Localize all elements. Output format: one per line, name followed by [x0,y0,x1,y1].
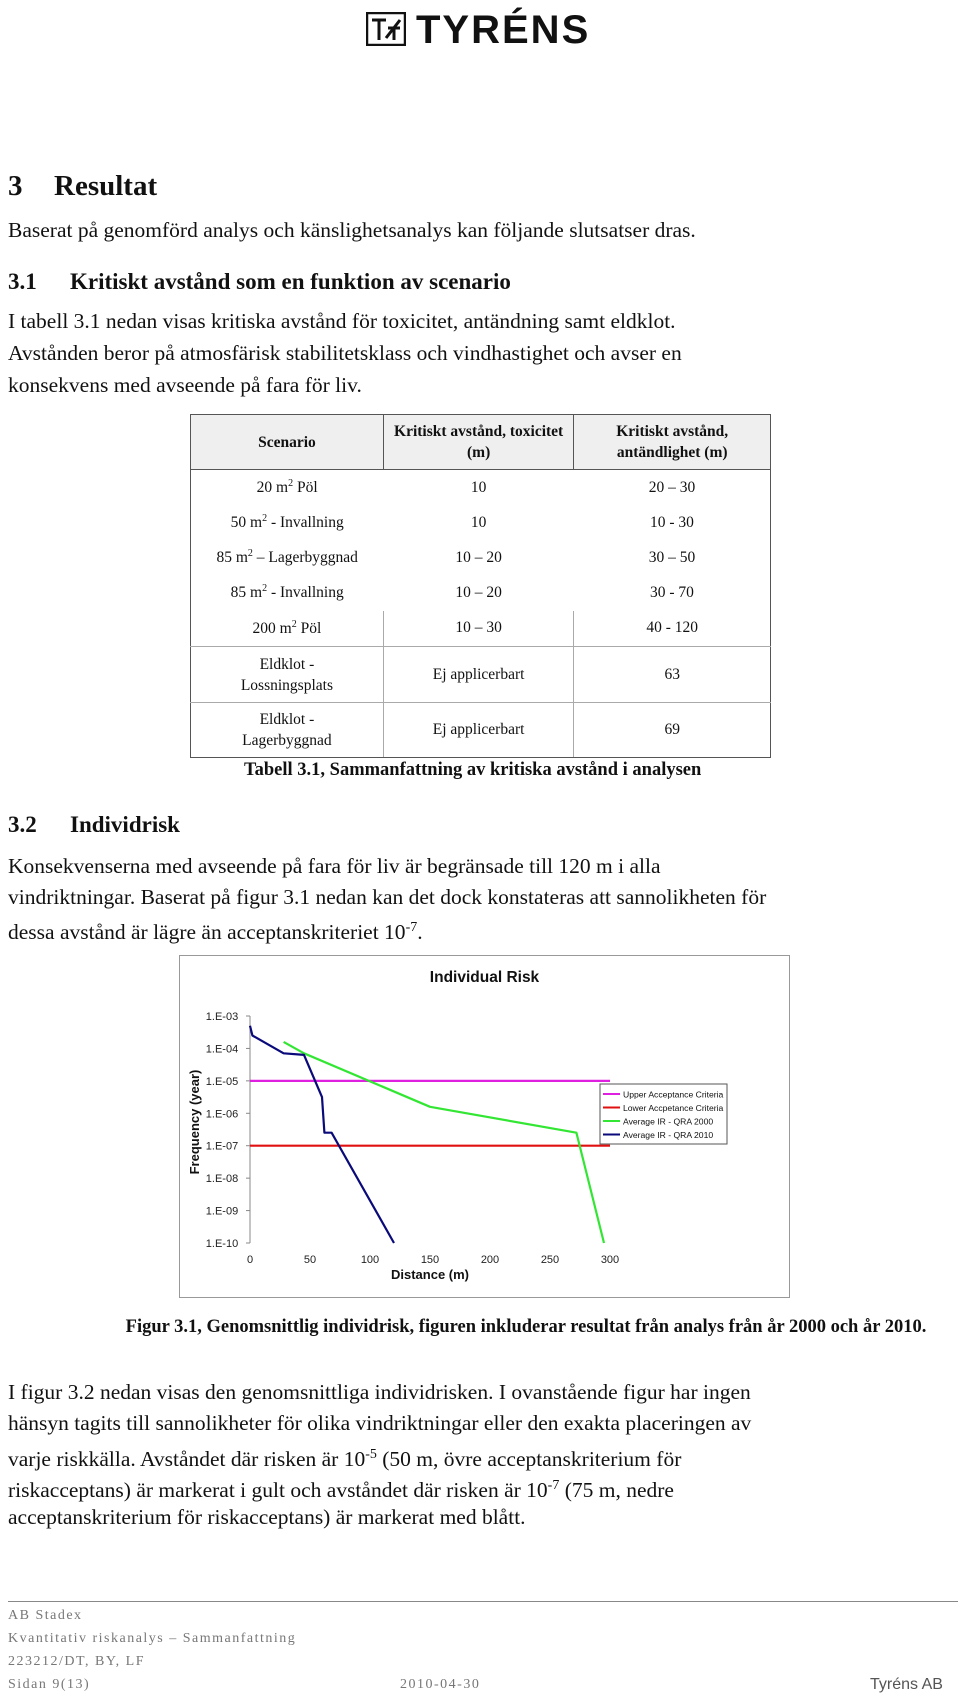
paragraph-line: Avstånden beror på atmosfärisk stabilitetsklass och vindhastighet och avser en [8,341,682,365]
individual-risk-chart [179,955,790,1298]
paragraph-line: varje riskkälla. Avståndet där risken är $10^{-5}$ (50 m, övre acceptanskriterium för [8,1447,682,1472]
table-cell-ant: 20 – 30 [574,470,771,506]
figure-caption: Figur 3.1, Genomsnittlig individrisk, figuren inkluderar resultat från analys från år 2000 och år 2010. [125,1317,927,1337]
table-caption: Tabell 3.1, Sammanfattning av kritiska avstånd i analysen [244,760,702,780]
table-cell-tox: 10 – 20 [455,584,502,601]
table-row [191,647,771,703]
legend-label: Upper Acceptance Criteria [623,1089,724,1100]
table-cell-ant: 40 - 120 [574,611,771,647]
paragraph-line: vindriktningar. Baserat på figur 3.1 nedan kan det dock konstateras att sannolikheten för [8,885,767,909]
x-tick-label: 50 [303,1254,317,1266]
table-row [191,576,771,611]
table-cell-tox: 10 [470,514,487,531]
chart-plot [180,956,789,1297]
table-cell-scenario: 85 $m^2$ - Invallning [191,576,384,611]
x-tick-label: 200 [480,1254,500,1266]
table-row [191,611,771,647]
table-cell-tox: 10 – 30 [383,611,574,647]
table-cell-tox: Ej applicerbart [383,703,574,758]
paragraph-line: riskacceptans) är markerat i gult och avståndet där risken är $10^{-7}$ (75 m, nedre [8,1478,674,1503]
table-cell-scenario: Eldklot - Lagerbyggnad [191,703,384,758]
section-title: Kritiskt avstånd som en funktion av scenario [70,269,511,294]
x-tick-label: 300 [600,1254,620,1266]
series-line-3 [284,1042,604,1243]
table-cell-scenario: 200 $m^2$ Pöl [191,611,384,647]
y-tick-label: 1.E-05 [205,1075,239,1088]
table-cell-tox: 10 – 20 [455,549,502,566]
footer-company: AB Stadex [8,1608,83,1623]
logo-text: TYRÉNS [416,8,591,52]
section-number: 3.2 [8,812,37,837]
paragraph-line: I tabell 3.1 nedan visas kritiska avstånd för toxicitet, antändning samt eldklot. [8,309,676,333]
y-tick-label: 1.E-08 [205,1173,239,1186]
legend-label: Average IR - QRA 2010 [623,1130,714,1140]
y-tick-label: 1.E-03 [205,1011,239,1023]
table-cell-scenario: 20 $m^2$ Pöl [191,470,384,506]
table-cell-ant: 10 - 30 [574,506,771,541]
paragraph-line: konsekvens med avseende på fara för liv. [8,373,362,397]
series-line-4 [250,1026,394,1243]
x-tick-label: 100 [360,1254,380,1266]
table-row [191,506,771,541]
footer-divider [8,1601,958,1602]
table-header: Scenario [191,415,384,470]
section-title: Resultat [54,170,158,202]
x-axis-label: Distance (m) [390,1267,470,1282]
table-cell-ant: 30 – 50 [574,541,771,576]
section-heading-3-2 [8,812,180,838]
tyrens-logo-icon [366,12,406,46]
table-row [191,541,771,576]
section-title: Individrisk [70,812,180,837]
section-number: 3 [8,170,23,202]
table-header: Kritiskt avstånd, antändlighet (m) [574,415,771,470]
x-tick-label: 150 [420,1254,440,1266]
y-tick-label: 1.E-06 [205,1108,239,1121]
y-tick-label: 1.E-10 [205,1238,239,1250]
x-tick-label: 250 [540,1254,560,1266]
table-cell-ant: 69 [574,703,771,758]
legend-label: Average IR - QRA 2000 [623,1116,714,1127]
footer-report: Kvantitativ riskanalys – Sammanfattning [8,1631,297,1646]
footer-brand: Tyréns AB [870,1676,943,1693]
table-row [191,703,771,758]
paragraph-line: hänsyn tagits till sannolikheter för olika vindriktningar eller den exakta placeringen av [8,1411,752,1435]
chart-title: Individual Risk [429,969,540,986]
header-logo [366,8,596,52]
table-cell-ant: 63 [574,647,771,703]
table-cell-scenario: 85 $m^2$ – Lagerbyggnad [191,541,384,576]
critical-distance-table [190,414,771,758]
legend-label: Lower Accpetance Criteria [623,1103,724,1113]
paragraph-line: I figur 3.2 nedan visas den genomsnittliga individrisken. I ovanstående figur har ingen [8,1380,751,1404]
section-heading-3 [8,170,157,203]
y-axis-label: Frequency (year) [187,1069,202,1175]
table-cell-scenario: 50 $m^2$ - Invallning [191,506,384,541]
footer-ref: 223212/DT, BY, LF [8,1654,145,1669]
table-header: Kritiskt avstånd, toxicitet (m) [383,415,574,470]
footer-date: 2010-04-30 [400,1677,481,1692]
section3-intro: Baserat på genomförd analys och känslighetsanalys kan följande slutsatser dras. [8,218,696,242]
table-cell-tox: 10 [470,478,487,496]
table-cell-scenario: Eldklot - Lossningsplats [191,647,384,703]
table-cell-ant: 30 - 70 [574,576,771,611]
y-tick-label: 1.E-04 [205,1043,239,1056]
paragraph-line: acceptanskriterium för riskacceptans) är markerat med blått. [8,1505,526,1529]
y-tick-label: 1.E-09 [205,1205,239,1218]
paragraph-line: dessa avstånd är lägre än acceptanskriteriet $10^{-7}$. [8,920,423,945]
table-row [191,470,771,506]
footer-page: Sidan 9(13) [8,1677,91,1692]
table-cell-tox: Ej applicerbart [383,647,574,703]
x-tick-label: 0 [246,1254,254,1266]
section-number: 3.1 [8,269,37,294]
section-heading-3-1 [8,269,511,295]
paragraph-line: Konsekvenserna med avseende på fara för liv är begränsade till 120 m i alla [8,854,661,878]
y-tick-label: 1.E-07 [205,1140,239,1153]
